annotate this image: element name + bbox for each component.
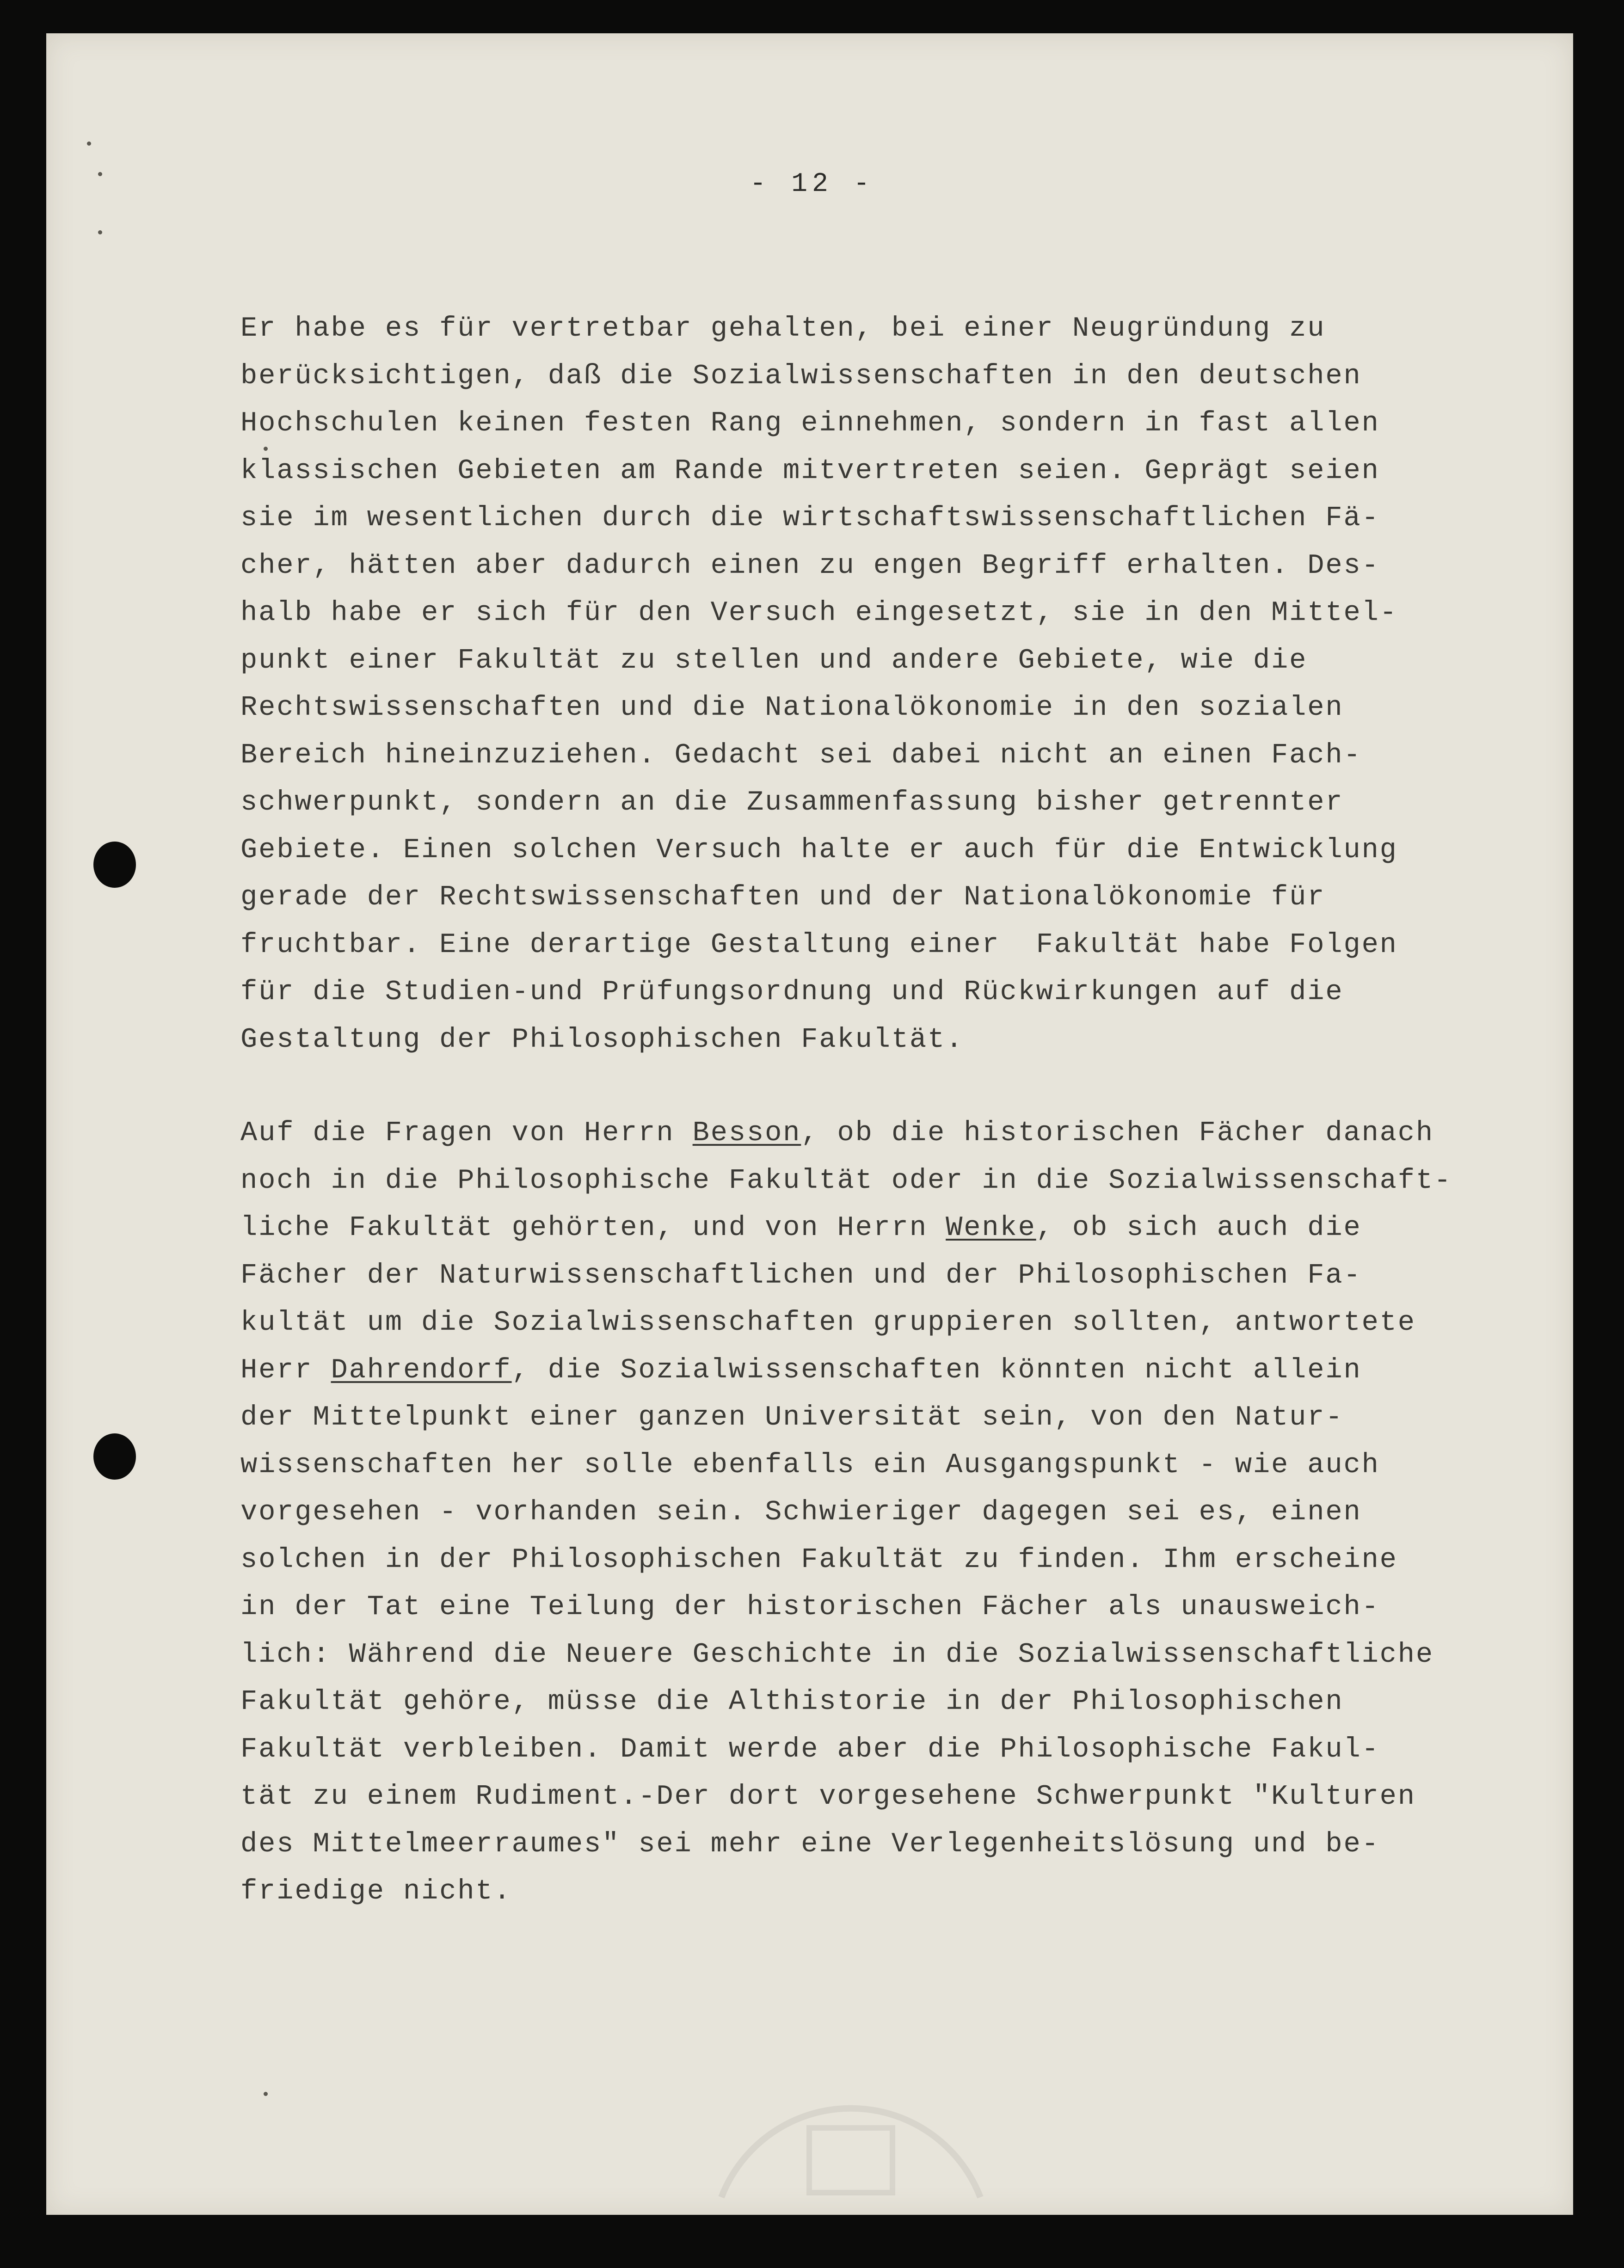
text-segment: fruchtbar. Eine derartige Gestaltung einer Fakultät habe Folgen [240, 929, 1398, 961]
text-line [240, 1537, 1452, 1584]
text-line [240, 969, 1398, 1016]
text-segment: tät zu einem Rudiment.-Der dort vorgesehene Schwerpunkt "Kulturen [240, 1781, 1416, 1813]
text-line [240, 684, 1398, 732]
text-segment: Bereich hineinzuziehen. Gedacht sei dabei nicht an einen Fach- [240, 739, 1362, 771]
text-line [240, 1347, 1452, 1395]
text-segment: in der Tat eine Teilung der historischen Fächer als unausweich- [240, 1592, 1380, 1623]
text-line [240, 1394, 1452, 1442]
text-line [240, 1252, 1452, 1300]
text-segment: punkt einer Fakultät zu stellen und andere Gebiete, wie die [240, 645, 1308, 676]
punch-hole-top [93, 842, 136, 888]
text-line [240, 1678, 1452, 1726]
text-segment: Hochschulen keinen festen Rang einnehmen, sondern in fast allen [240, 408, 1380, 439]
text-segment: noch in die Philosophische Fakultät oder in die Sozialwissenschaft- [240, 1165, 1452, 1197]
text-line [240, 353, 1398, 400]
text-line [240, 448, 1398, 495]
paragraph-1 [240, 305, 1398, 1063]
text-segment: des Mittelmeerraumes" sei mehr eine Verlegenheitslösung und be- [240, 1828, 1380, 1860]
text-segment: Er habe es für vertretbar gehalten, bei einer Neugründung zu [240, 313, 1326, 344]
text-segment: kultät um die Sozialwissenschaften gruppieren sollten, antwortete [240, 1307, 1416, 1339]
text-line [240, 922, 1398, 969]
underlined-name: Besson [692, 1118, 801, 1149]
paper-speck [87, 141, 91, 146]
text-segment: halb habe er sich für den Versuch eingesetzt, sie in den Mittel- [240, 597, 1398, 629]
text-line [240, 1157, 1452, 1205]
text-line [240, 305, 1398, 353]
text-segment: Herr [240, 1354, 331, 1386]
text-segment: schwerpunkt, sondern an die Zusammenfassung bisher getrennter [240, 787, 1344, 818]
text-segment: für die Studien-und Prüfungsordnung und Rückwirkungen auf die [240, 977, 1344, 1008]
text-segment: Gebiete. Einen solchen Versuch halte er auch für die Entwicklung [240, 834, 1398, 866]
text-line [240, 1442, 1452, 1489]
text-line [240, 779, 1398, 827]
text-segment: Rechtswissenschaften und die Nationalökonomie in den sozialen [240, 692, 1344, 724]
text-segment: Fakultät verbleiben. Damit werde aber die Philosophische Fakul- [240, 1733, 1380, 1765]
text-segment: klassischen Gebieten am Rande mitvertreten seien. Geprägt seien [240, 455, 1380, 487]
paragraph-2 [240, 1110, 1452, 1916]
text-segment: friedige nicht. [240, 1876, 512, 1907]
text-segment: gerade der Rechtswissenschaften und der Nationalökonomie für [240, 882, 1326, 913]
text-segment: berücksichtigen, daß die Sozialwissenschaften in den deutschen [240, 360, 1362, 392]
text-segment: , ob die historischen Fächer danach [801, 1118, 1434, 1149]
text-line [240, 542, 1398, 590]
text-line [240, 1773, 1452, 1821]
text-line [240, 400, 1398, 448]
page-number: - 12 - [750, 169, 874, 199]
text-line [240, 827, 1398, 874]
text-line [240, 1110, 1452, 1157]
text-line [240, 1489, 1452, 1537]
text-line [240, 1016, 1398, 1064]
text-line [240, 1631, 1452, 1679]
underlined-name: Wenke [946, 1212, 1036, 1244]
text-line [240, 1299, 1452, 1347]
text-segment: , die Sozialwissenschaften könnten nicht allein [511, 1354, 1362, 1386]
text-line [240, 1205, 1452, 1252]
text-segment: liche Fakultät gehörten, und von Herrn [240, 1212, 946, 1244]
text-segment: vorgesehen - vorhanden sein. Schwieriger dagegen sei es, einen [240, 1497, 1362, 1528]
text-line [240, 1868, 1452, 1916]
text-segment: , ob sich auch die [1036, 1212, 1362, 1244]
text-segment: sie im wesentlichen durch die wirtschaftswissenschaftlichen Fä- [240, 503, 1380, 534]
punch-hole-bottom [93, 1433, 136, 1480]
text-line [240, 1584, 1452, 1631]
text-segment: Gestaltung der Philosophischen Fakultät. [240, 1024, 964, 1056]
text-segment: Fakultät gehöre, müsse die Althistorie in der Philosophischen [240, 1686, 1344, 1718]
text-segment: Fächer der Naturwissenschaftlichen und der Philosophischen Fa- [240, 1260, 1362, 1291]
underlined-name: Dahrendorf [331, 1354, 512, 1386]
text-line [240, 637, 1398, 685]
text-line [240, 1726, 1452, 1774]
text-line [240, 874, 1398, 922]
text-line [240, 732, 1398, 780]
text-line [240, 590, 1398, 637]
text-segment: cher, hätten aber dadurch einen zu engen Begriff erhalten. Des- [240, 550, 1380, 582]
paper-speck [264, 2092, 268, 2096]
text-segment: Auf die Fragen von Herrn [240, 1118, 693, 1149]
paper-speck [98, 230, 102, 234]
text-line [240, 1821, 1452, 1868]
text-segment: wissenschaften her solle ebenfalls ein Ausgangspunkt - wie auch [240, 1449, 1380, 1481]
archive-stamp-watermark [703, 2012, 999, 2207]
text-segment: solchen in der Philosophischen Fakultät zu finden. Ihm erscheine [240, 1544, 1398, 1576]
text-segment: der Mittelpunkt einer ganzen Universität sein, von den Natur- [240, 1402, 1344, 1433]
text-segment: lich: Während die Neuere Geschichte in die Sozialwissenschaftliche [240, 1639, 1434, 1671]
text-line [240, 495, 1398, 542]
